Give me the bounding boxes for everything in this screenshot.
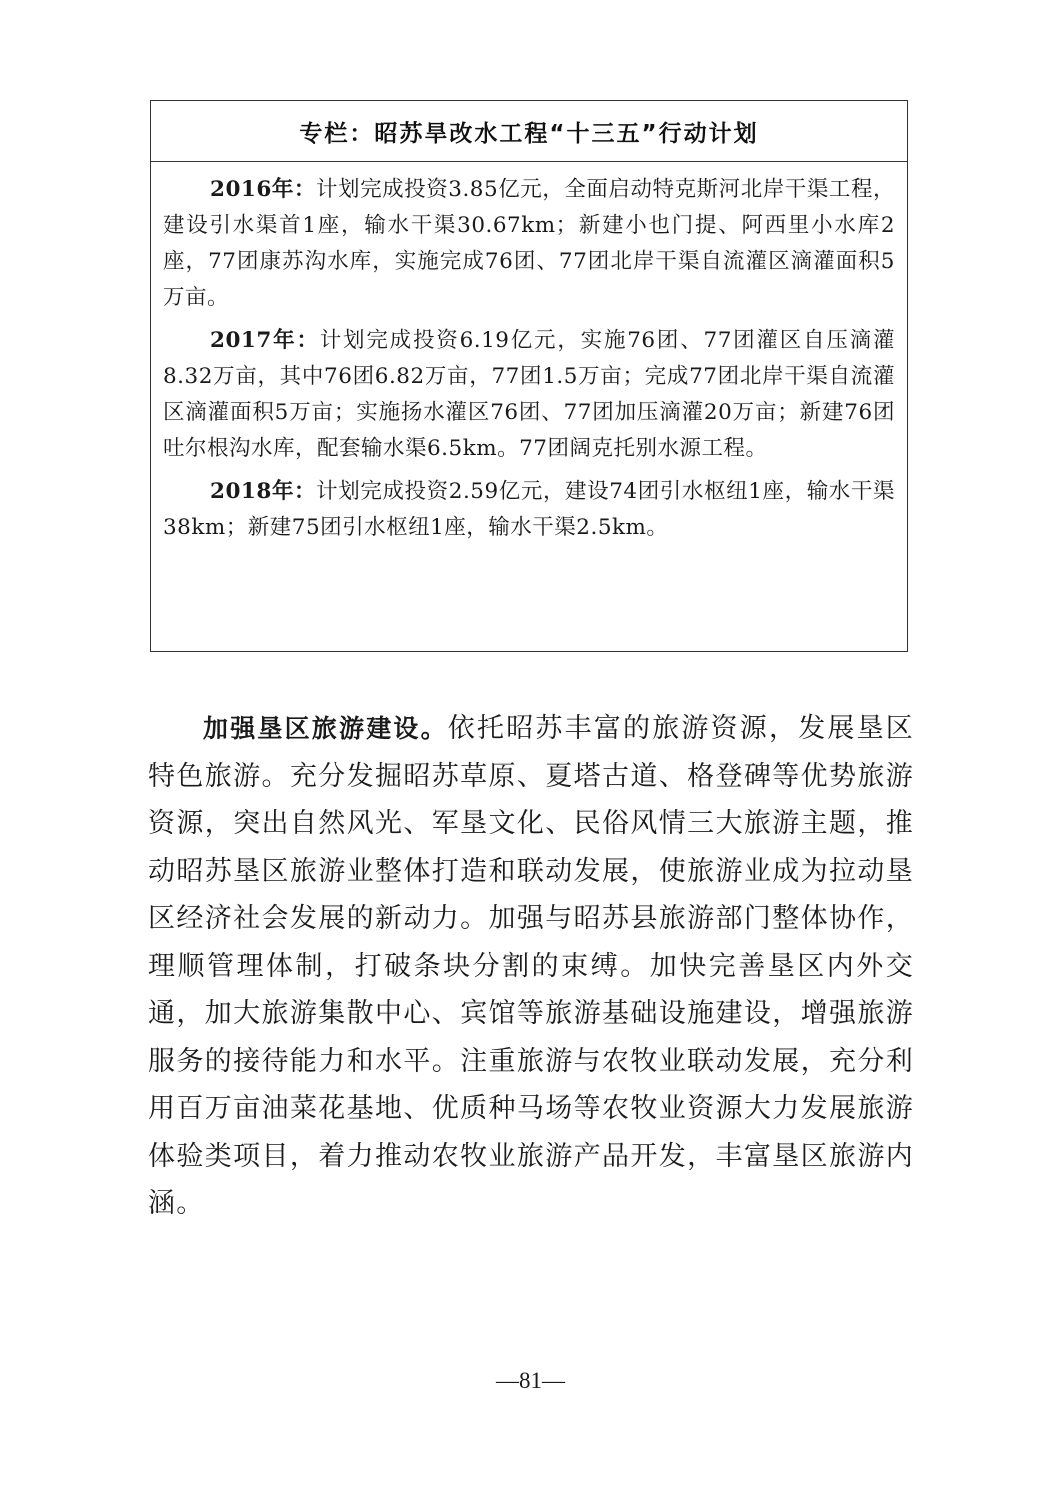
column-title: 专栏：昭苏旱改水工程“十三五”行动计划 <box>151 101 907 162</box>
column-body <box>151 162 907 546</box>
plan-item-2016 <box>163 172 895 316</box>
plan-item-2018 <box>163 474 895 546</box>
tourism-paragraph <box>148 705 914 1228</box>
page-number: —81— <box>496 1368 565 1393</box>
column-box <box>150 100 908 652</box>
plan-text: 计划完成投资2.59亿元，建设74团引水枢纽1座，输水干渠38km；新建75团引水枢纽1座，输水干渠2.5km。 <box>163 479 895 540</box>
plan-text: 计划完成投资6.19亿元，实施76团、77团灌区自压滴灌8.32万亩，其中76团6.82万亩，77团1.5万亩；完成77团北岸干渠自流灌区滴灌面积5万亩；实施扬水灌区76团、77团加压滴灌20万亩；新建76团吐尔根沟水库，配套输水渠6.5km。77团阔克托别水源工程。 <box>163 328 895 461</box>
plan-year: 2016年： <box>210 177 316 202</box>
paragraph-text: 依托昭苏丰富的旅游资源，发展垦区特色旅游。充分发掘昭苏草原、夏塔古道、格登碑等优势旅游资源，突出自然风光、军垦文化、民俗风情三大旅游主题，推动昭苏垦区旅游业整体打造和联动发展，使旅游业成为拉动垦区经济社会发展的新动力。加强与昭苏县旅游部门整体协作，理顺管理体制，打破条块分割的束缚。加快完善垦区内外交通，加大旅游集散中心、宾馆等旅游基础设施建设，增强旅游服务的接待能力和水平。注重旅游与农牧业联动发展，充分利用百万亩油菜花基地、优质种马场等农牧业资源大力发展旅游体验类项目，着力推动农牧业旅游产品开发，丰富垦区旅游内涵。 <box>148 713 914 1219</box>
plan-year: 2017年： <box>210 328 320 353</box>
plan-year: 2018年： <box>210 479 317 504</box>
plan-item-2017 <box>163 323 895 467</box>
paragraph-lead: 加强垦区旅游建设。 <box>203 714 448 743</box>
plan-text: 计划完成投资3.85亿元，全面启动特克斯河北岸干渠工程，建设引水渠首1座，输水干渠30.67km；新建小也门提、阿西里小水库2座，77团康苏沟水库，实施完成76团、77团北岸干渠自流灌区滴灌面积5万亩。 <box>163 177 895 310</box>
